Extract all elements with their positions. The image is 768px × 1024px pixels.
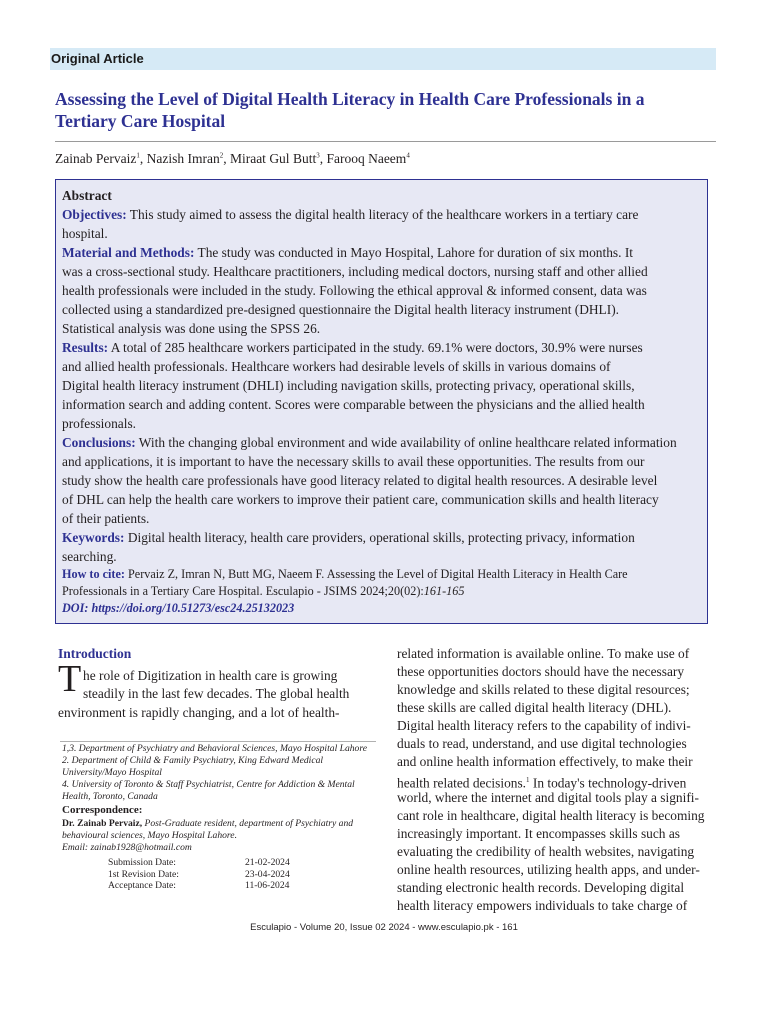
affiliation-line: 1,3. Department of Psychiatry and Behavioral Sciences, Mayo Hospital Lahore (62, 743, 367, 754)
methods-label: Material and Methods: (62, 245, 195, 260)
abstract-line: hospital. (62, 226, 108, 241)
abstract-line: and allied health professionals. Healthcare workers had desirable levels of skills in various domains of (62, 359, 611, 374)
date-label: Submission Date: (108, 857, 176, 868)
body-line: world, where the internet and digital tools play a signifi- (397, 790, 699, 805)
author-affiliation: 1 (136, 151, 140, 160)
body-line: and online health information effectively, to make their (397, 754, 693, 769)
correspondence-heading: Correspondence: (62, 804, 143, 816)
cite-line: Pervaiz Z, Imran N, Butt MG, Naeem F. Assessing the Level of Digital Health Literacy in Health Care (124, 567, 628, 581)
date-label: 1st Revision Date: (108, 869, 179, 880)
author-affiliation: 2 (219, 151, 224, 160)
abstract-keywords (62, 528, 707, 566)
abstract-line: searching. (62, 549, 117, 564)
introduction-heading: Introduction (58, 646, 132, 661)
body-line: duals to read, understand, and use digital technologies (397, 736, 687, 751)
abstract-line: was a cross-sectional study. Healthcare practitioners, including medical doctors, nursing staff and other allied (62, 264, 648, 279)
doi-link[interactable]: DOI: https://doi.org/10.51273/esc24.25132023 (62, 601, 295, 615)
body-line: Digital health literacy refers to the capability of indivi- (397, 718, 691, 733)
body-line: related information is available online. To make use of (397, 646, 690, 661)
date-value: 23-04-2024 (245, 869, 290, 880)
affiliation-line: 4. University of Toronto & Staff Psychiatrist, Centre for Addiction & Mental (62, 779, 355, 790)
date-value: 21-02-2024 (245, 857, 290, 868)
section-label: Original Article (51, 51, 144, 66)
abstract-objectives (62, 205, 707, 243)
how-to-cite (62, 566, 707, 600)
abstract-box (55, 179, 708, 624)
date-label: Acceptance Date: (108, 880, 176, 891)
keywords-label: Keywords: (62, 530, 125, 545)
abstract-line: Digital health literacy, health care providers, operational skills, protecting privacy, information (124, 530, 635, 545)
cite-label: How to cite: (62, 567, 125, 581)
body-line: these opportunities doctors should have the necessary (397, 664, 685, 679)
article-title (55, 89, 721, 132)
correspondence-name: Dr. Zainab Pervaiz, (62, 818, 143, 829)
abstract-line: This study aimed to assess the digital health literacy of the healthcare workers in a tertiary care (126, 207, 639, 222)
abstract-heading: Abstract (62, 188, 112, 203)
author-name: Nazish Imran (146, 151, 220, 166)
correspondence-email: Email: zainab1928@hotmail.com (62, 842, 192, 853)
date-value: 11-06-2024 (245, 880, 290, 891)
abstract-line: health professionals were included in the study. Following the ethical approval & informed consent, data was (62, 283, 647, 298)
title-divider (55, 141, 716, 142)
abstract-line: of their patients. (62, 511, 150, 526)
abstract-line: A total of 285 healthcare workers participated in the study. 69.1% were doctors, 30.9% were nurses (108, 340, 643, 355)
cite-line: Professionals in a Tertiary Care Hospital. Esculapio - JSIMS 2024;20(02): (62, 584, 424, 598)
body-line: standing electronic health records. Developing digital (397, 880, 685, 895)
body-line: these skills are called digital health literacy (DHL). (397, 700, 672, 715)
author-name: Farooq Naeem (326, 151, 407, 166)
abstract-line: professionals. (62, 416, 137, 431)
body-line: knowledge and skills related to these digital resources; (397, 682, 690, 697)
reference-marker: 1 (526, 776, 530, 784)
abstract-conclusions (62, 433, 707, 528)
cite-pages: 161-165 (423, 584, 465, 598)
title-line: Assessing the Level of Digital Health Literacy in Health Care Professionals in a (55, 89, 645, 109)
affiliation-line: University/Mayo Hospital (62, 767, 162, 778)
correspondence-detail: behavioural sciences, Mayo Hospital Lahore. (62, 830, 237, 841)
drop-cap: T (58, 658, 82, 700)
abstract-line: Statistical analysis was done using the SPSS 26. (62, 321, 321, 336)
affiliation-line: 2. Department of Child & Family Psychiatry, King Edward Medical (62, 755, 324, 766)
results-label: Results: (62, 340, 109, 355)
affiliation-line: Health, Toronto, Canada (62, 791, 158, 802)
correspondence-detail: Post-Graduate resident, department of Psychiatry and (142, 818, 354, 829)
title-line: Tertiary Care Hospital (55, 110, 226, 131)
abstract-methods (62, 243, 707, 338)
author-affiliation: 4 (406, 151, 410, 160)
body-line: increasingly important. It encompasses skills such as (397, 826, 681, 841)
intro-line: steadily in the last few decades. The global health (83, 686, 350, 701)
section-label-bar (50, 48, 716, 70)
abstract-results (62, 338, 707, 433)
body-line: health literacy empowers individuals to take charge of (397, 898, 688, 913)
abstract-line: With the changing global environment and wide availability of online healthcare related information (135, 435, 677, 450)
author-list: Zainab Pervaiz$^1$, Nazish Imran$^2$, Miraat Gul Butt$^3$, Farooq Naeem$^4$ (55, 151, 410, 166)
abstract-line: Digital health literacy instrument (DHLI) including navigation skills, protecting privacy, operational skills, (62, 378, 635, 393)
conclusions-label: Conclusions: (62, 435, 136, 450)
intro-line: he role of Digitization in health care is growing (83, 668, 338, 683)
body-segment: health related decisions. (397, 775, 527, 791)
body-segment: In today's technology-driven (529, 775, 687, 791)
body-line: cant role in healthcare, digital health literacy is becoming (397, 808, 705, 823)
abstract-line: collected using a standardized pre-designed questionnaire the Digital health literacy instrument (DHLI). (62, 302, 620, 317)
objectives-label: Objectives: (62, 207, 127, 222)
abstract-line: information search and adding content. Scores were comparable between the physicians and the allied health (62, 397, 645, 412)
footnote-divider (60, 741, 376, 742)
author-name: Zainab Pervaiz (55, 151, 137, 166)
abstract-line: study show the health care professionals have good literacy related to digital health resources. A desirable level (62, 473, 658, 488)
body-line: online health resources, utilizing health apps, and under- (397, 862, 700, 877)
page-footer: Esculapio - Volume 20, Issue 02 2024 - www.esculapio.pk - 161 (250, 922, 518, 933)
intro-line: environment is rapidly changing, and a lot of health- (58, 705, 340, 720)
correspondence-line (62, 818, 353, 830)
body-line: evaluating the credibility of health websites, navigating (397, 844, 695, 859)
abstract-line: The study was conducted in Mayo Hospital, Lahore for duration of six months. It (194, 245, 633, 260)
abstract-line: and applications, it is important to have the necessary skills to avail these opportunities. The results from our (62, 454, 645, 469)
abstract-line: of DHL can help the health care workers to improve their patient care, communication skills and health literacy (62, 492, 659, 507)
author-affiliation: 3 (316, 151, 320, 160)
author-name: Miraat Gul Butt (229, 151, 317, 166)
